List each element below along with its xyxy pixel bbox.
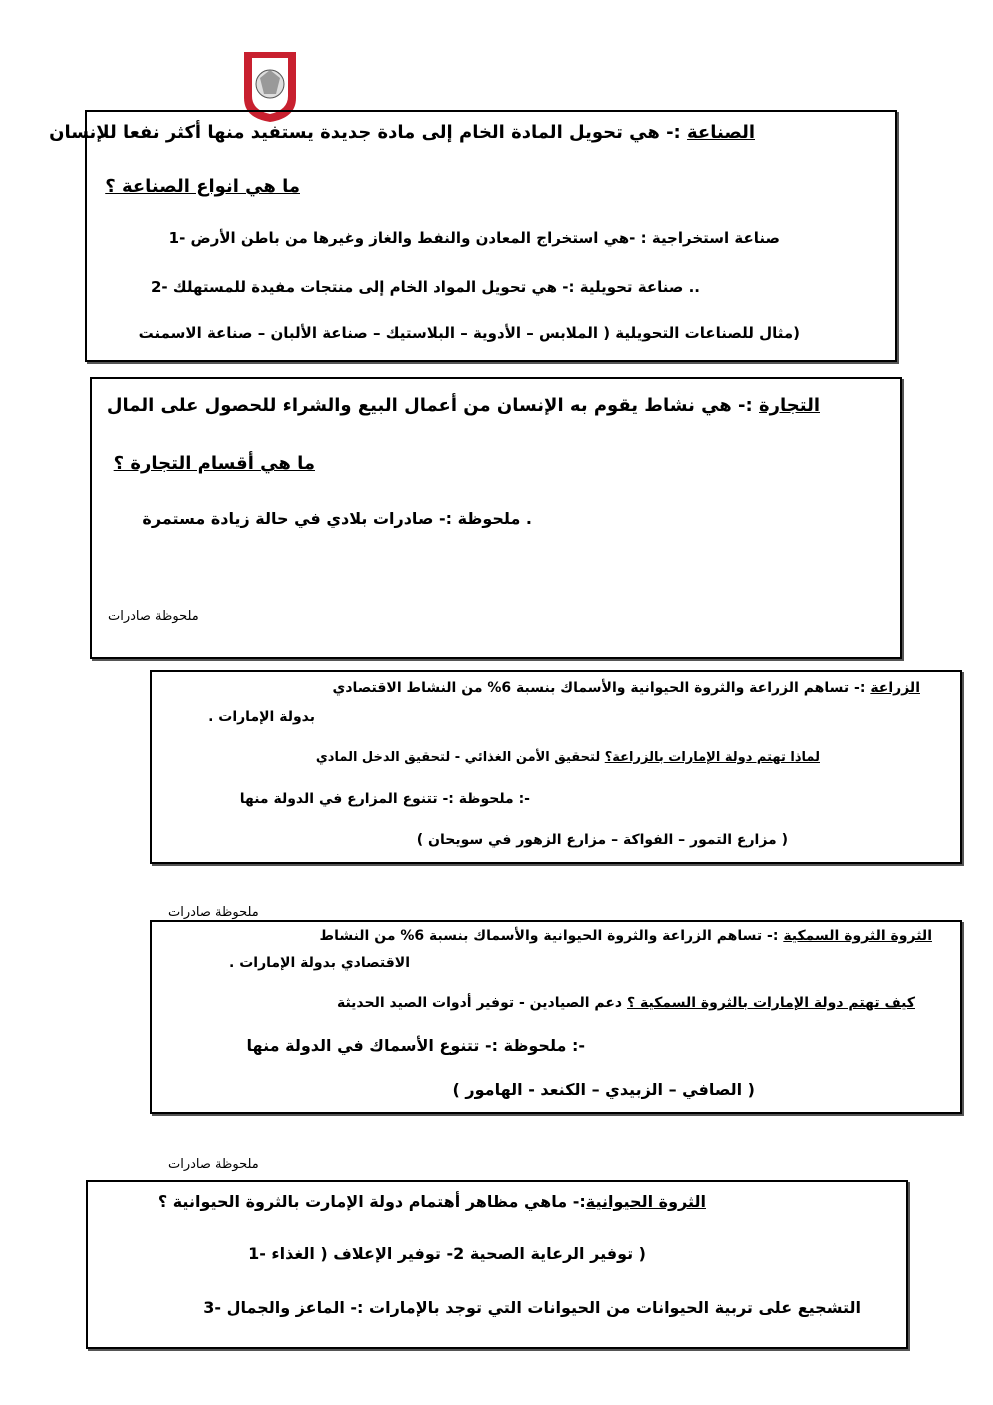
- industry-box: [49, 110, 897, 362]
- fish-list: ( الصافي – الزبيدي – الكنعد - الهامور ): [452, 1080, 755, 1099]
- livestock-term: الثروة الحيوانية: [585, 1192, 706, 1211]
- fish-answer: دعم الصيادين - توفير أدوات الصيد الحديثة: [336, 995, 627, 1011]
- fish-term: الثروة الثروة السمكية: [783, 928, 932, 944]
- agriculture-footnote: ملحوظة صادرات: [168, 905, 259, 920]
- industry-type-1: صناعة استخراجية : -هي استخراج المعادن والنفط والغاز وغيرها من باطن الأرض -1: [168, 229, 780, 247]
- agriculture-term: الزراعة: [870, 680, 920, 696]
- trade-note: . ملحوظة :- صادرات بلادي في حالة زيادة مستمرة: [142, 509, 532, 528]
- agriculture-box: [150, 670, 962, 864]
- agriculture-definition: :- تساهم الزراعة والثروة الحيوانية والأسماك بنسبة 6% من النشاط الاقتصادي: [332, 680, 871, 696]
- industry-term: الصناعة: [687, 122, 755, 143]
- fish-note: -: ملحوظة :- تتنوع الأسماك في الدولة منها: [246, 1036, 585, 1055]
- agriculture-question: لماذا تهتم دولة الإمارات بالزراعة؟: [604, 750, 820, 765]
- fish-wealth-box: [150, 920, 962, 1114]
- fish-footnote: ملحوظة صادرات: [168, 1157, 259, 1172]
- agriculture-answer: لتحقيق الأمن الغذائي - لتحقيق الدخل المادي: [315, 750, 605, 765]
- livestock-line-3: التشجيع على تربية الحيوانات من الحيوانات التي توجد بالإمارات :- الماعز والجمال -3: [203, 1298, 861, 1317]
- industry-example: (مثال للصناعات التحويلية ( الملابس – الأدوية – البلاستيك – صناعة الألبان – صناعة الاسمنت: [138, 324, 800, 342]
- industry-question: ما هي انواع الصناعة ؟: [105, 176, 300, 197]
- fish-question: كيف تهتم دولة الإمارات بالثروة السمكية ؟: [627, 995, 915, 1011]
- trade-footnote: ملحوظة صادرات: [108, 609, 199, 624]
- agriculture-definition-2: بدولة الإمارات .: [208, 709, 315, 725]
- livestock-box: [86, 1180, 908, 1349]
- agriculture-note: -: ملحوظة :- تتنوع المزارع في الدولة منها: [239, 791, 530, 807]
- fish-definition: :- تساهم الزراعة والثروة الحيوانية والأسماك بنسبة 6% من النشاط: [319, 928, 784, 944]
- industry-definition: :- هي تحويل المادة الخام إلى مادة جديدة يستفيد منها أكثر نفعا للإنسان: [49, 122, 688, 143]
- trade-question: ما هي أقسام التجارة ؟: [113, 453, 315, 474]
- industry-type-2: .. صناعة تحويلية :- هي تحويل المواد الخام إلى منتجات مفيدة للمستهلك -2: [150, 278, 700, 296]
- trade-box: [90, 377, 902, 659]
- trade-definition: :- هي نشاط يقوم به الإنسان من أعمال البيع والشراء للحصول على المال: [106, 395, 759, 416]
- fish-definition-2: الاقتصادي بدولة الإمارات .: [229, 955, 410, 971]
- livestock-line-2: ( توفير الرعاية الصحية 2- توفير الإعلاف ( الغذاء -1: [248, 1244, 646, 1263]
- livestock-question: :- ماهي مظاهر أهتمام دولة الإمارت بالثروة الحيوانية ؟: [157, 1192, 586, 1211]
- agriculture-list: ( مزارع التمور – الفواكة – مزارع الزهور في سويحان ): [416, 832, 788, 848]
- trade-term: التجارة: [759, 395, 820, 416]
